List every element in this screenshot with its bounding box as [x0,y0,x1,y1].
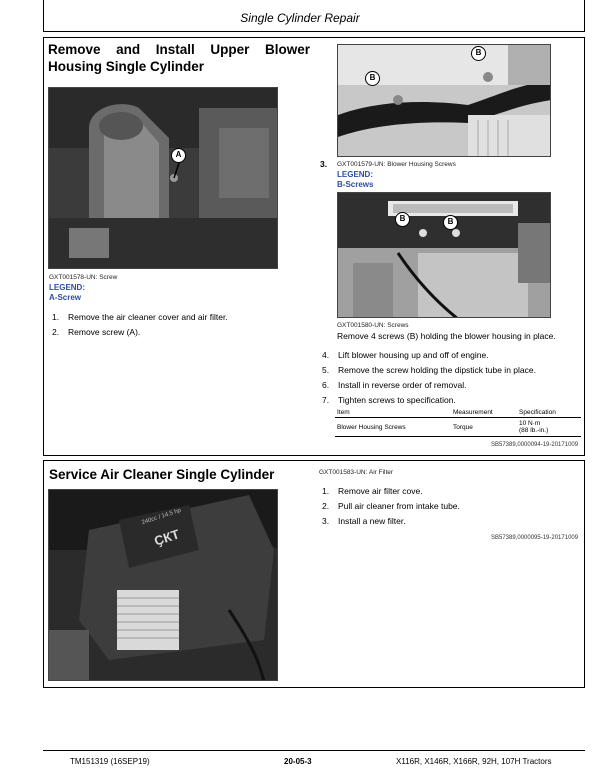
figure-air-filter-photo [48,489,278,681]
page-header-title: Single Cylinder Repair [240,11,360,25]
engine-spec-label: 240cc / 14.5 hp [141,507,182,527]
callout-b-4: B [443,215,458,230]
spec-header-measurement: Measurement [451,408,517,418]
spec-cell-item: Blower Housing Screws [335,418,451,437]
step-air-2: 2. Pull air cleaner from intake tube. [322,501,460,511]
spec-table [335,408,581,437]
section1-reference: SB57389,0000094-19-20171009 [491,442,579,448]
step-air-1: 1. Remove air filter cove. [322,486,423,496]
footer-rule [43,750,585,751]
spec-header-item: Item [335,408,451,418]
step-3-number: 3. [320,159,328,169]
step-3-text: Remove 4 screws (B) holding the blower housing in place. [337,331,556,341]
callout-b-2: B [471,46,486,61]
step-7: 7. Tighten screws to specification. [322,395,456,405]
figure-screws-photo [337,192,551,318]
table-row [335,418,581,437]
blower-screws-drawing [338,45,551,157]
figure1-legend-title: LEGEND: [49,283,85,292]
spec-cell-specification: 10 N·m (88 lb.-in.) [517,418,581,437]
footer-doc-id: TM151319 (16SEP19) [70,757,150,766]
spec-table-header-row [335,408,581,418]
step-air-3: 3. Install a new filter. [322,516,406,526]
spec-header-specification: Specification [517,408,581,418]
screw-photo-drawing [49,88,278,269]
engine-brand-label: ҪКТ [152,526,182,549]
header-rule [43,31,585,32]
step-6: 6. Install in reverse order of removal. [322,380,467,390]
figure-blower-housing-screws-photo [337,44,551,157]
step-2: 2. Remove screw (A). [52,327,141,337]
figure2-legend-title: LEGEND: [337,170,373,179]
screws-drawing [338,193,551,318]
step-5: 5. Remove the screw holding the dipstick tube in place. [322,365,536,375]
figure-screw-photo [48,87,278,269]
spec-cell-measurement: Torque [451,418,517,437]
section-title-blower-housing: Remove and Install Upper Blower Housing Single Cylinder [48,42,310,74]
figure1-legend-item: A-Screw [49,293,82,302]
section2-reference: SB57389,0000095-19-20171009 [491,535,579,541]
section-title-air-cleaner: Service Air Cleaner Single Cylinder [49,467,275,482]
figure3-caption: GXT001580-UN: Screws [337,322,409,329]
footer-page-number: 20-05-3 [284,757,312,766]
figure2-caption: GXT001579-UN: Blower Housing Screws [337,161,456,168]
callout-b-3: B [395,212,410,227]
callout-a: A [171,148,186,163]
figure1-caption: GXT001578-UN: Screw [49,274,118,281]
footer-models: X116R, X146R, X166R, 92H, 107H Tractors [396,757,552,766]
step-4: 4. Lift blower housing up and off of engine. [322,350,489,360]
callout-b-1: B [365,71,380,86]
figure2-legend-item: B-Screws [337,180,374,189]
step-1: 1. Remove the air cleaner cover and air filter. [52,312,228,322]
figure4-caption: GXT001583-UN: Air Filter [319,469,394,476]
